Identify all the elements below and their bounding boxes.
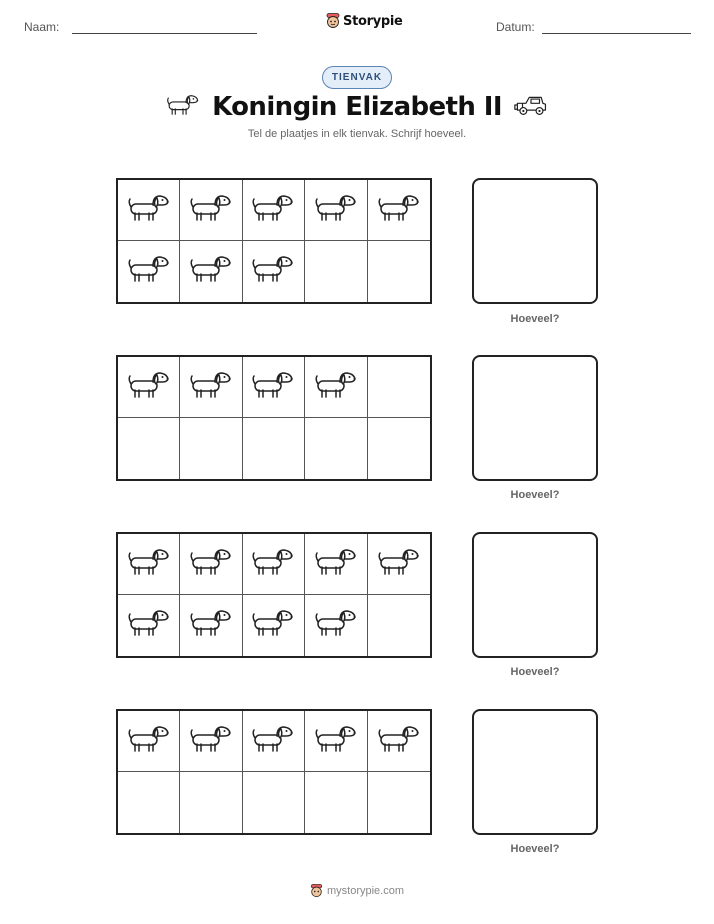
ten-frame-cell <box>368 418 430 479</box>
dog-icon <box>377 547 421 582</box>
ten-frame-cell <box>118 595 180 656</box>
ten-frame-cell <box>180 418 242 479</box>
dog-icon <box>314 608 358 643</box>
worksheet-type-badge: TIENVAK <box>322 66 392 89</box>
ten-frame-cell <box>243 241 305 302</box>
footer-url: mystorypie.com <box>326 885 405 897</box>
dog-icon <box>314 370 358 405</box>
dog-icon <box>251 547 295 582</box>
dog-icon <box>189 370 233 405</box>
dog-icon <box>377 724 421 759</box>
dog-icon <box>189 547 233 582</box>
logo-text: Storypie <box>343 13 403 29</box>
ten-frame-cell <box>180 711 242 772</box>
footer <box>0 884 714 898</box>
ten-frame-cell <box>243 418 305 479</box>
ten-frame-cell <box>305 357 367 418</box>
answer-box-3[interactable] <box>472 532 598 658</box>
date-line[interactable] <box>542 33 691 34</box>
dog-icon <box>251 254 295 289</box>
ten-frame-cell <box>368 241 430 302</box>
ten-frame-cell <box>180 772 242 833</box>
ten-frame-cell <box>243 595 305 656</box>
page-title: Koningin Elizabeth II <box>212 92 502 122</box>
ten-frame-cell <box>305 241 367 302</box>
ten-frame-cell <box>368 357 430 418</box>
dog-icon <box>166 93 200 122</box>
ten-frame-cell <box>305 418 367 479</box>
instructions: Tel de plaatjes in elk tienvak. Schrijf hoeveel. <box>247 128 467 140</box>
dog-icon <box>251 608 295 643</box>
dog-icon <box>189 608 233 643</box>
ten-frame-cell <box>180 595 242 656</box>
ten-frame-cell <box>243 534 305 595</box>
dog-icon <box>251 193 295 228</box>
ten-frame-cell <box>368 534 430 595</box>
ten-frame-cell <box>305 180 367 241</box>
ten-frame-cell <box>243 772 305 833</box>
ten-frame-1 <box>116 178 432 304</box>
ten-frame-cell <box>368 772 430 833</box>
answer-label-4: Hoeveel? <box>510 843 560 855</box>
ten-frame-cell <box>305 711 367 772</box>
ten-frame-cell <box>305 534 367 595</box>
ten-frame-cell <box>305 595 367 656</box>
dog-icon <box>189 193 233 228</box>
dog-icon <box>314 724 358 759</box>
name-line[interactable] <box>72 33 257 34</box>
ten-frame-cell <box>305 772 367 833</box>
name-label: Naam: <box>24 20 60 34</box>
dog-icon <box>251 724 295 759</box>
ten-frame-cell <box>180 357 242 418</box>
dog-icon <box>127 370 171 405</box>
dog-icon <box>251 370 295 405</box>
dog-icon <box>127 193 171 228</box>
dog-icon <box>127 254 171 289</box>
ten-frame-cell <box>243 711 305 772</box>
answer-label-1: Hoeveel? <box>510 313 560 325</box>
ten-frame-3 <box>116 532 432 658</box>
storypie-mascot-icon <box>326 13 340 29</box>
ten-frame-2 <box>116 355 432 481</box>
ten-frame-cell <box>180 241 242 302</box>
dog-icon <box>314 547 358 582</box>
ten-frame-cell <box>180 180 242 241</box>
dog-icon <box>127 608 171 643</box>
storypie-logo <box>326 13 403 29</box>
dog-icon <box>189 724 233 759</box>
storypie-mascot-icon <box>310 884 323 898</box>
ten-frame-cell <box>118 180 180 241</box>
answer-label-2: Hoeveel? <box>510 489 560 501</box>
ten-frame-cell <box>243 180 305 241</box>
dog-icon <box>314 193 358 228</box>
ten-frame-cell <box>368 180 430 241</box>
dog-icon <box>127 547 171 582</box>
answer-label-3: Hoeveel? <box>510 666 560 678</box>
answer-box-2[interactable] <box>472 355 598 481</box>
dog-icon <box>377 193 421 228</box>
ten-frame-cell <box>118 772 180 833</box>
ten-frame-cell <box>368 711 430 772</box>
ten-frame-4 <box>116 709 432 835</box>
ten-frame-cell <box>118 357 180 418</box>
ten-frame-cell <box>243 357 305 418</box>
dog-icon <box>189 254 233 289</box>
date-label: Datum: <box>496 20 535 34</box>
dog-icon <box>127 724 171 759</box>
jeep-icon <box>514 93 548 122</box>
ten-frame-cell <box>118 418 180 479</box>
ten-frame-cell <box>368 595 430 656</box>
ten-frame-cell <box>118 534 180 595</box>
ten-frame-cell <box>180 534 242 595</box>
answer-box-4[interactable] <box>472 709 598 835</box>
ten-frame-cell <box>118 241 180 302</box>
answer-box-1[interactable] <box>472 178 598 304</box>
title-row <box>0 90 714 124</box>
ten-frame-cell <box>118 711 180 772</box>
